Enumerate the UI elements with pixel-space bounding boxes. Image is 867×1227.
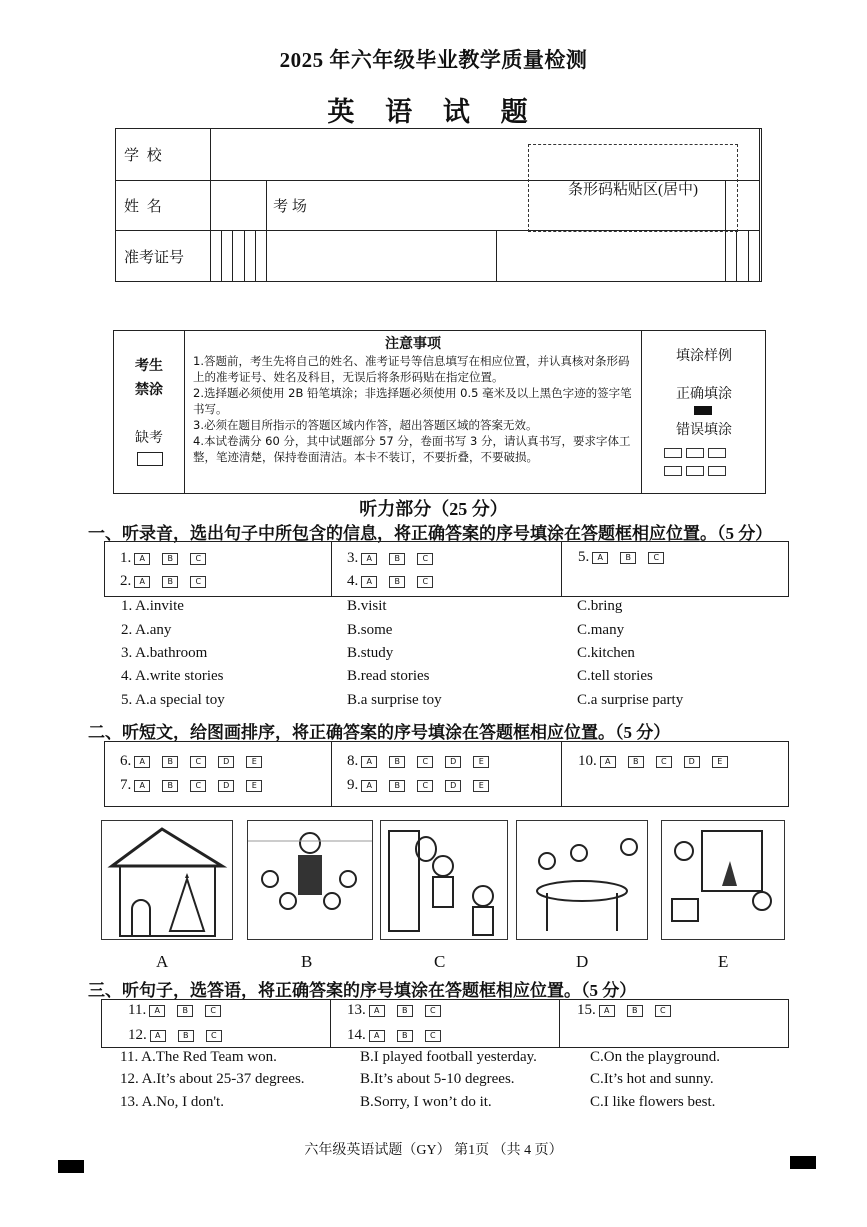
picture-b-family [247,820,373,940]
option-c: C.It’s hot and sunny. [590,1071,714,1087]
answer-bubble-d[interactable]: D [445,780,461,792]
option-a: 11. A.The Red Team won. [120,1049,277,1065]
wrong-fill-label: 错误填涂 [676,423,732,438]
answer-row [120,573,206,590]
exam-title: 2025 年六年级毕业教学质量检测 [279,48,588,72]
answer-row [128,1027,222,1044]
question-number: 4. [347,573,359,589]
answer-bubble-c[interactable]: C [417,780,433,792]
wrong-fill-samples [662,445,752,481]
answer-bubble-a[interactable]: A [361,756,377,768]
option-b: B.Sorry, I won’t do it. [360,1094,492,1110]
answer-bubble-a[interactable]: A [599,1005,615,1017]
picture-label-b: B [301,952,313,971]
answer-bubble-b[interactable]: B [177,1005,193,1017]
option-c: C.I like flowers best. [590,1094,716,1110]
question-number: 1. [120,550,132,566]
option-c: C.a surprise party [577,692,684,708]
listening-title: 听力部分（25 分） [359,499,508,519]
option-b: B.study [347,645,394,661]
option-a: 4. A.write stories [121,668,224,684]
picture-e-fireplace [661,820,785,940]
answer-bubble-c[interactable]: C [205,1005,221,1017]
answer-bubble-b[interactable]: B [162,576,178,588]
section1-title: 一、听录音，选出句子中所包含的信息，将正确答案的序号填涂在答题框相应位置。（5 分） [88,524,773,543]
notice-item: 2.选择题必须使用 2B 铅笔填涂；非选择题必须使用 0.5 毫米及以上黑色字迹的签字笔书写。 [193,386,632,416]
name-field[interactable] [211,181,267,231]
prohibited-label-1: 考生 [135,359,163,374]
question-number: 11. [128,1002,147,1018]
picture-a-house [101,820,233,940]
exam-id-digit[interactable] [233,231,244,282]
fireplace-gifts-icon [662,821,784,939]
picture-c-lantern [380,820,508,940]
answer-row [347,1002,441,1019]
notice-box [113,330,766,494]
option-a: 2. A.any [121,622,172,638]
correct-fill-label: 正确填涂 [676,387,732,402]
answer-bubble-a[interactable]: A [361,576,377,588]
exam-id-digit[interactable] [244,231,255,282]
answer-bubble-b[interactable]: B [178,1030,194,1042]
lantern-children-icon [381,821,507,939]
exam-id-digit[interactable] [211,231,222,282]
section1-answer-box [104,541,789,597]
option-c: C.tell stories [577,668,653,684]
option-a: 5. A.a special toy [121,692,225,708]
page-footer: 六年级英语试题（GY） 第1页 （共 4 页） [304,1143,563,1158]
answer-bubble-b[interactable]: B [162,756,178,768]
answer-bubble-d[interactable]: D [218,780,234,792]
answer-bubble-b[interactable]: B [620,552,636,564]
answer-bubble-b[interactable]: B [397,1030,413,1042]
answer-bubble-b[interactable]: B [162,780,178,792]
prohibited-column [114,331,185,493]
barcode-cell [760,129,762,282]
answer-row [347,753,489,770]
answer-bubble-c[interactable]: C [417,576,433,588]
notice-content [185,331,641,493]
option-b: B.some [347,622,393,638]
barcode-area [528,144,738,232]
room-label: 考 场 [267,181,726,231]
question-number: 2. [120,573,132,589]
answer-bubble-c[interactable]: C [425,1005,441,1017]
answer-bubble-e[interactable]: E [473,756,489,768]
exam-id-digit[interactable] [267,231,496,282]
answer-bubble-c[interactable]: C [190,576,206,588]
barcode-label: 条形码粘贴区(居中) [568,181,698,198]
answer-row [347,550,433,567]
answer-bubble-b[interactable]: B [628,756,644,768]
option-c: C.kitchen [577,645,635,661]
answer-row [347,573,433,590]
option-b: B.It’s about 5-10 degrees. [360,1071,515,1087]
picture-d-dinner [516,820,648,940]
answer-bubble-c[interactable]: C [655,1005,671,1017]
answer-bubble-c[interactable]: C [190,756,206,768]
sample-title: 填涂样例 [676,349,732,364]
answer-bubble-c[interactable]: C [417,553,433,565]
wrong-sample-icon [664,466,682,476]
exam-id-digit[interactable] [496,231,726,282]
question-number: 6. [120,753,132,769]
answer-bubble-c[interactable]: C [206,1030,222,1042]
answer-bubble-c[interactable]: C [656,756,672,768]
answer-bubble-c[interactable]: C [190,553,206,565]
option-c: C.many [577,622,625,638]
picture-label-e: E [718,952,729,971]
option-b: B.visit [347,598,387,614]
option-c: C.On the playground. [590,1049,720,1065]
answer-bubble-e[interactable]: E [712,756,728,768]
picture-label-d: D [576,952,589,971]
family-gifts-icon [248,821,372,939]
answer-bubble-d[interactable]: D [218,756,234,768]
answer-bubble-c[interactable]: C [425,1030,441,1042]
subject-title: 英 语 试 题 [327,97,540,127]
question-number: 12. [128,1027,147,1043]
answer-row [347,777,489,794]
question-number: 8. [347,753,359,769]
answer-bubble-a[interactable]: A [134,576,150,588]
answer-bubble-b[interactable]: B [389,576,405,588]
answer-bubble-b[interactable]: B [389,553,405,565]
answer-bubble-c[interactable]: C [190,780,206,792]
school-label: 学 校 [116,129,211,181]
exam-id-digit[interactable] [255,231,266,282]
answer-bubble-b[interactable]: B [627,1005,643,1017]
wrong-sample-icon [664,448,682,458]
answer-bubble-c[interactable]: C [417,756,433,768]
section3-title: 三、听句子，选答语，将正确答案的序号填涂在答题框相应位置。（5 分） [88,981,637,1000]
answer-bubble-b[interactable]: B [397,1005,413,1017]
question-number: 15. [577,1002,596,1018]
answer-row [128,1002,221,1019]
family-dinner-icon [517,821,647,939]
fill-sample-column [641,331,766,493]
answer-row [120,550,206,567]
notice-item: 4.本试卷满分 60 分，其中试题部分 57 分，卷面书写 3 分，请认真书写，要求字体工整，笔迹清楚，保持卷面清洁。本卡不装订，不要折叠，不要破损。 [193,434,631,464]
wrong-sample-icon [708,466,726,476]
answer-bubble-b[interactable]: B [162,553,178,565]
question-number: 5. [578,549,590,565]
answer-bubble-a[interactable]: A [149,1005,165,1017]
answer-bubble-a[interactable]: A [361,553,377,565]
answer-bubble-d[interactable]: D [684,756,700,768]
answer-bubble-a[interactable]: A [134,780,150,792]
answer-bubble-e[interactable]: E [246,780,262,792]
option-b: B.a surprise toy [347,692,442,708]
notice-item: 3.必须在题目所指示的答题区域内作答，超出答题区域的答案无效。 [193,418,538,432]
answer-row [120,753,262,770]
section2-answer-box [104,741,789,807]
answer-row [578,753,728,770]
option-a: 3. A.bathroom [121,645,208,661]
option-b: B.read stories [347,668,430,684]
wrong-sample-icon [686,466,704,476]
house-tree-icon [102,821,232,939]
question-number: 7. [120,777,132,793]
answer-bubble-e[interactable]: E [246,756,262,768]
question-number: 9. [347,777,359,793]
answer-bubble-b[interactable]: B [389,780,405,792]
registration-mark [58,1160,84,1173]
name-label: 姓 名 [116,181,211,231]
wrong-sample-icon [686,448,704,458]
prohibited-label-2: 禁涂 [135,383,163,398]
answer-bubble-e[interactable]: E [473,780,489,792]
question-number: 10. [578,753,597,769]
notice-item: 1.答题前，考生先将自己的姓名、准考证号等信息填写在相应位置，并认真核对条形码上的准考证号、姓名及科目，无误后将条形码贴在指定位置。 [193,354,630,384]
question-number: 3. [347,550,359,566]
answer-row [577,1002,671,1019]
option-a: 13. A.No, I don't. [120,1094,224,1110]
question-number: 13. [347,1002,366,1018]
absent-checkbox[interactable] [137,452,163,466]
wrong-sample-icon [708,448,726,458]
answer-row [120,777,262,794]
exam-id-digit[interactable] [737,231,748,282]
exam-id-label: 准考证号 [116,231,211,282]
answer-bubble-d[interactable]: D [445,756,461,768]
answer-bubble-a[interactable]: A [134,553,150,565]
answer-row [578,549,664,566]
answer-row [347,1027,441,1044]
exam-id-digit[interactable] [748,231,759,282]
answer-bubble-a[interactable]: A [369,1030,385,1042]
question-number: 14. [347,1027,366,1043]
option-a: 1. A.invite [121,598,184,614]
picture-label-c: C [434,952,446,971]
notice-title: 注意事项 [385,337,441,352]
correct-fill-sample [694,406,712,415]
option-c: C.bring [577,598,623,614]
answer-bubble-a[interactable]: A [600,756,616,768]
answer-bubble-a[interactable]: A [369,1005,385,1017]
answer-bubble-b[interactable]: B [389,756,405,768]
absent-label: 缺考 [135,431,163,446]
answer-bubble-a[interactable]: A [150,1030,166,1042]
section2-title: 二、听短文，给图画排序，将正确答案的序号填涂在答题框相应位置。（5 分） [88,723,671,742]
option-a: 12. A.It’s about 25-37 degrees. [120,1071,305,1087]
answer-bubble-a[interactable]: A [592,552,608,564]
answer-bubble-a[interactable]: A [134,756,150,768]
answer-bubble-a[interactable]: A [361,780,377,792]
answer-bubble-c[interactable]: C [648,552,664,564]
picture-label-a: A [156,952,169,971]
registration-mark [790,1156,816,1169]
option-b: B.I played football yesterday. [360,1049,537,1065]
exam-id-digit[interactable] [222,231,233,282]
exam-id-digit[interactable] [726,231,737,282]
